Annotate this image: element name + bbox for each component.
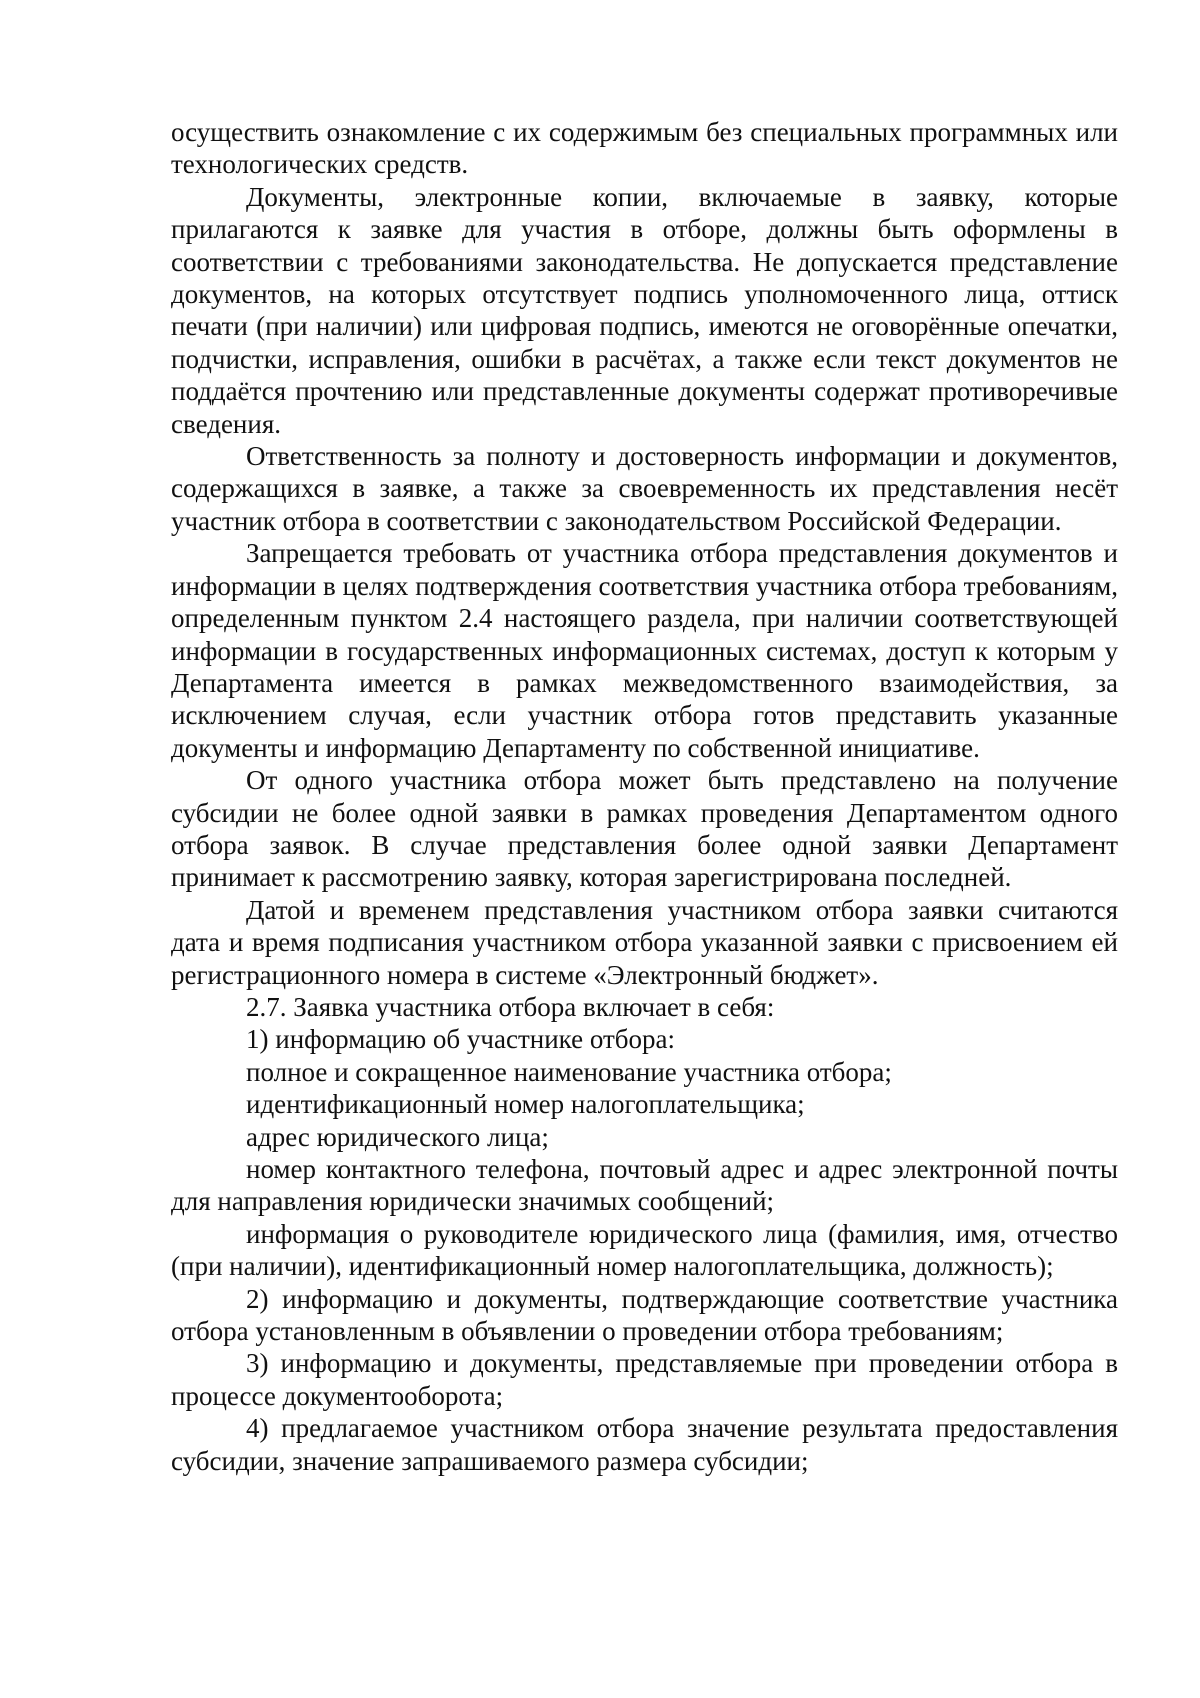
- paragraph-documents-requirements: Документы, электронные копии, включаемые в заявку, которые прилагаются к заявке для участия в отборе, должны быть оформлены в соответствии с требованиями законодательства. Не допускается представление документов, на которых отсутствует подпись уполномоченного лица, оттиск печати (при наличии) или цифровая подпись, имеются не оговорённые опечатки, подчистки, исправления, ошибки в расчётах, а также если текст документов не поддаётся прочтению или представленные документы содержат противоречивые сведения.: [171, 181, 1118, 439]
- document-page: [171, 116, 1118, 1477]
- paragraph-responsibility: Ответственность за полноту и достоверность информации и документов, содержащихся в заявке, а также за своевременность их представления несёт участник отбора в соответствии с законодательством Российской Федерации.: [171, 441, 1118, 536]
- list-item-3: 3) информацию и документы, представляемые при проведении отбора в процессе документооборота;: [171, 1348, 1118, 1411]
- list-subitem-head: информация о руководителе юридического лица (фамилия, имя, отчество (при наличии), идентификационный номер налогоплательщика, должность);: [171, 1218, 1118, 1282]
- list-item-1: 1) информацию об участнике отбора:: [246, 1024, 676, 1055]
- paragraph-continuation: осуществить ознакомление с их содержимым без специальных программных или технологических средств.: [171, 117, 1118, 180]
- list-subitem-address: адрес юридического лица;: [246, 1121, 549, 1152]
- list-subitem-name: полное и сокращенное наименование участника отбора;: [246, 1056, 892, 1087]
- paragraph-one-application: От одного участника отбора может быть представлено на получение субсидии не более одной заявки в рамках проведения Департаментом одного отбора заявок. В случае представления более одной заявки Департамент принимает к рассмотрению заявку, которая зарегистрирована последней.: [171, 765, 1118, 893]
- list-item-2: 2) информацию и документы, подтверждающие соответствие участника отбора установленным в объявлении о проведении отбора требованиям;: [171, 1283, 1118, 1347]
- paragraph-section-2-7: 2.7. Заявка участника отбора включает в себя:: [246, 991, 775, 1022]
- list-subitem-inn: идентификационный номер налогоплательщика;: [246, 1089, 805, 1120]
- paragraph-prohibition: Запрещается требовать от участника отбора представления документов и информации в целях подтверждения соответствия участника отбора требованиям, определенным пунктом 2.4 настоящего раздела, при наличии соответствующей информации в государственных информационных системах, доступ к которым у Департамента имеется в рамках межведомственного взаимодействия, за исключением случая, если участник отбора готов представить указанные документы и информацию Департаменту по собственной инициативе.: [171, 538, 1118, 763]
- list-subitem-contacts: номер контактного телефона, почтовый адрес и адрес электронной почты для направления юридически значимых сообщений;: [171, 1154, 1118, 1217]
- list-item-4: 4) предлагаемое участником отбора значение результата предоставления субсидии, значение запрашиваемого размера субсидии;: [171, 1413, 1118, 1476]
- paragraph-submission-date: Датой и временем представления участником отбора заявки считаются дата и время подписания участником отбора указанной заявки с присвоением ей регистрационного номера в системе «Электронный бюджет».: [171, 894, 1118, 990]
